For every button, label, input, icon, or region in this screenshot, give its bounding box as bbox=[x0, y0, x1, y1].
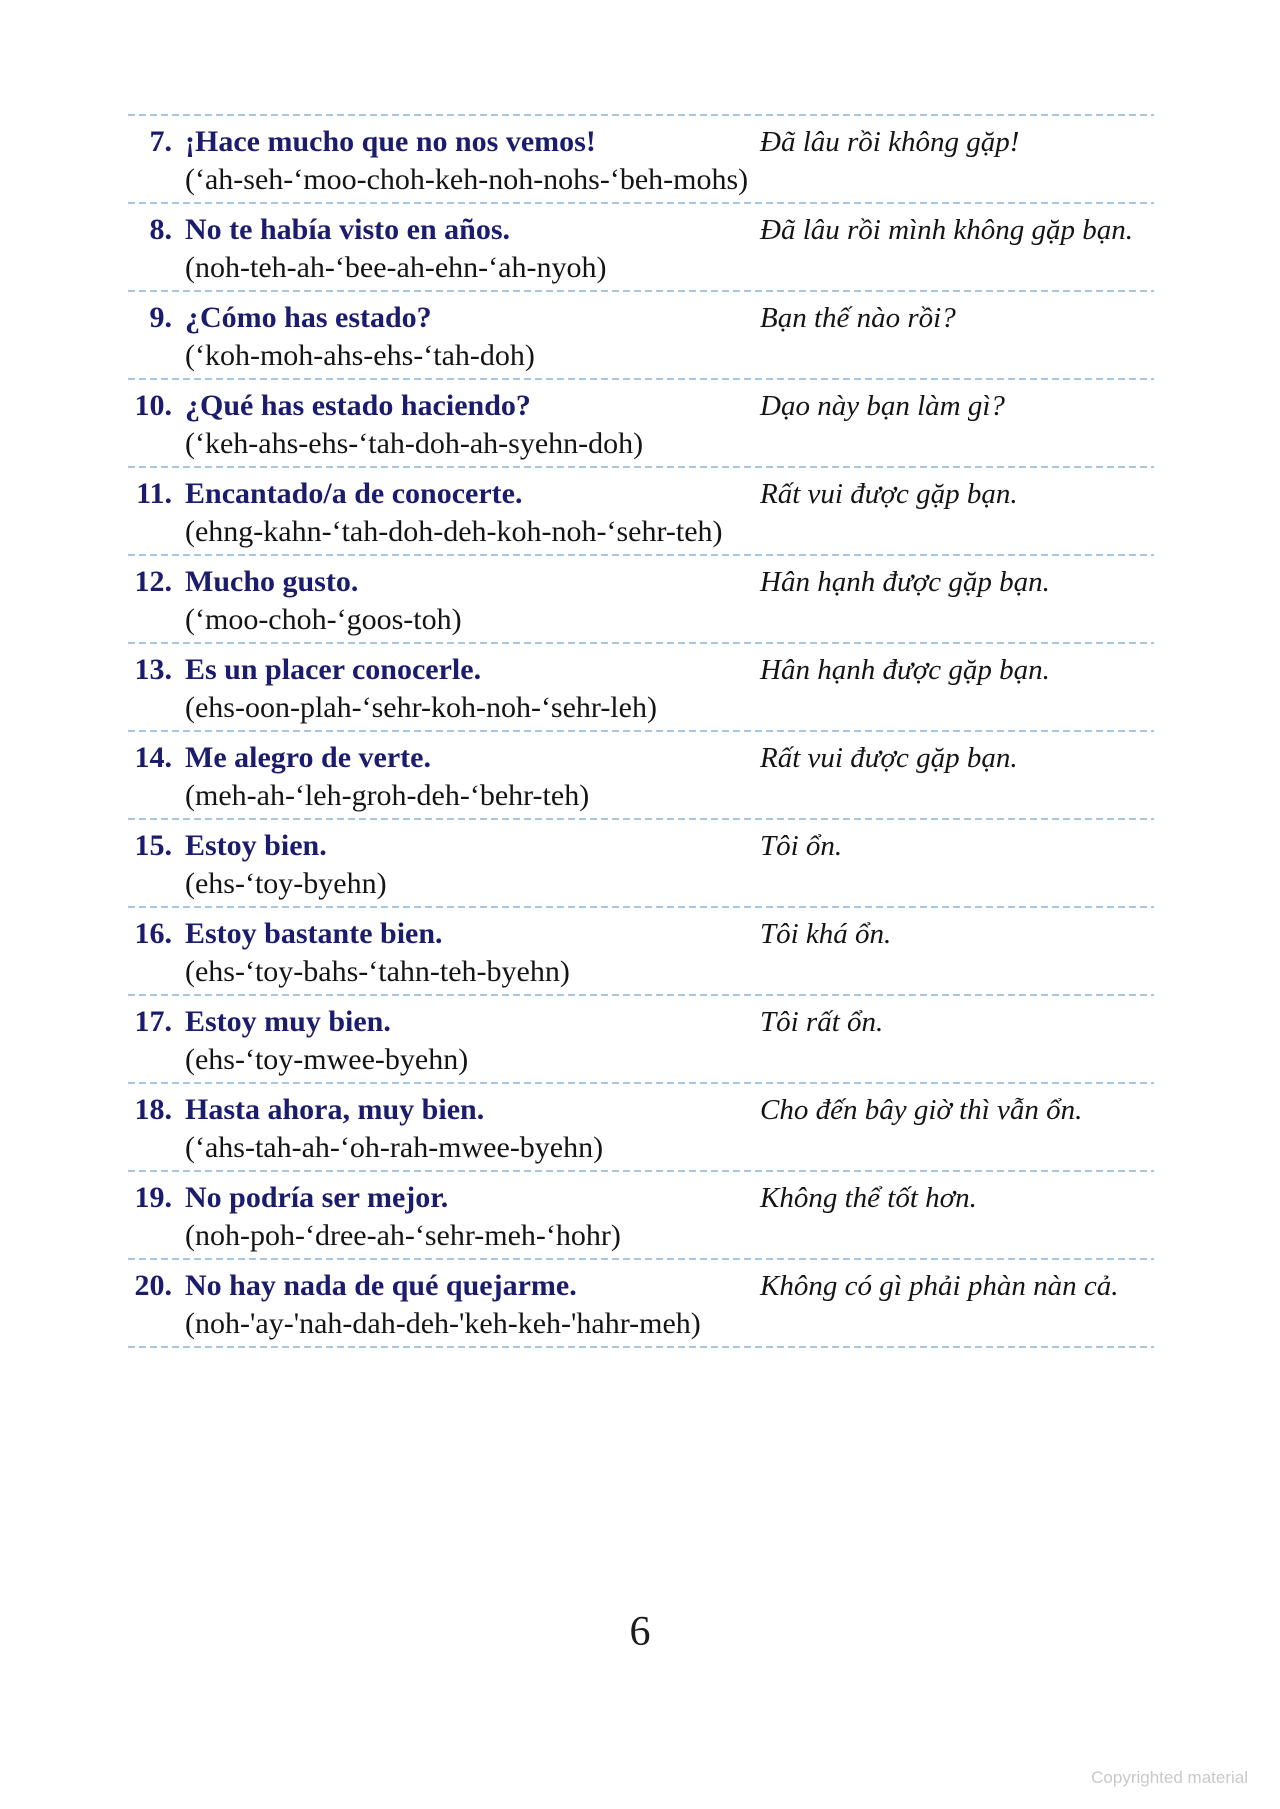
phrase-entry bbox=[128, 1082, 1154, 1170]
phrase-row bbox=[128, 475, 1154, 513]
vietnamese-translation: Tôi khá ổn. bbox=[760, 918, 892, 950]
spanish-phrase: Encantado/a de conocerte. bbox=[185, 477, 523, 510]
spanish-phrase: ¿Cómo has estado? bbox=[185, 301, 432, 334]
spanish-phrase: ¿Qué has estado haciendo? bbox=[185, 389, 531, 422]
pronunciation-guide: (noh-teh-ah-‘bee-ah-ehn-‘ah-nyoh) bbox=[185, 251, 607, 284]
entry-number: 19. bbox=[134, 1181, 172, 1214]
phrase-row bbox=[128, 299, 1154, 337]
vietnamese-translation: Tôi rất ổn. bbox=[760, 1006, 884, 1038]
phrase-row bbox=[128, 211, 1154, 249]
vietnamese-translation: Rất vui được gặp bạn. bbox=[760, 742, 1018, 774]
spanish-phrase: Estoy bien. bbox=[185, 829, 327, 862]
copyright-watermark: Copyrighted material bbox=[1091, 1768, 1248, 1787]
vietnamese-translation: Hân hạnh được gặp bạn. bbox=[760, 566, 1050, 598]
pronunciation-guide: (noh-'ay-'nah-dah-deh-'keh-keh-'hahr-meh) bbox=[185, 1307, 701, 1340]
pronunciation-guide: (‘keh-ahs-ehs-‘tah-doh-ah-syehn-doh) bbox=[185, 427, 644, 460]
phrase-row bbox=[128, 1267, 1154, 1305]
vietnamese-translation: Không có gì phải phàn nàn cả. bbox=[760, 1270, 1119, 1302]
phrase-entry bbox=[128, 290, 1154, 378]
vietnamese-translation: Tôi ổn. bbox=[760, 830, 843, 862]
spanish-phrase: Estoy muy bien. bbox=[185, 1005, 391, 1038]
entry-number: 9. bbox=[149, 301, 172, 334]
vietnamese-translation: Không thể tốt hơn. bbox=[760, 1182, 977, 1214]
phrase-row bbox=[128, 563, 1154, 601]
pronunciation-guide: (ehng-kahn-‘tah-doh-deh-koh-noh-‘sehr-teh) bbox=[185, 515, 723, 548]
phrase-entry bbox=[128, 554, 1154, 642]
pronunciation-guide: (‘moo-choh-‘goos-toh) bbox=[185, 603, 462, 636]
phrase-row bbox=[128, 915, 1154, 953]
phrase-row bbox=[128, 739, 1154, 777]
spanish-phrase: No te había visto en años. bbox=[185, 213, 511, 246]
phrase-entry bbox=[128, 818, 1154, 906]
entry-number: 13. bbox=[134, 653, 172, 686]
pronunciation-guide: (noh-poh-‘dree-ah-‘sehr-meh-‘hohr) bbox=[185, 1219, 621, 1252]
entry-number: 14. bbox=[134, 741, 172, 774]
pronunciation-guide: (ehs-‘toy-mwee-byehn) bbox=[185, 1043, 469, 1076]
vietnamese-translation: Rất vui được gặp bạn. bbox=[760, 478, 1018, 510]
phrase-row bbox=[128, 123, 1154, 161]
entry-number: 12. bbox=[134, 565, 172, 598]
entry-number: 18. bbox=[134, 1093, 172, 1126]
pronunciation-guide: (‘ah-seh-‘moo-choh-keh-noh-nohs-‘beh-mohs) bbox=[185, 163, 749, 196]
phrase-entry bbox=[128, 466, 1154, 554]
entry-number: 15. bbox=[134, 829, 172, 862]
phrase-entry bbox=[128, 114, 1154, 202]
spanish-phrase: No podría ser mejor. bbox=[185, 1181, 449, 1214]
vietnamese-translation: Đã lâu rồi không gặp! bbox=[760, 126, 1020, 158]
pronunciation-guide: (‘koh-moh-ahs-ehs-‘tah-doh) bbox=[185, 339, 535, 372]
vietnamese-translation: Cho đến bây giờ thì vẫn ổn. bbox=[760, 1094, 1083, 1126]
phrase-row bbox=[128, 827, 1154, 865]
page-number: 6 bbox=[629, 1609, 651, 1655]
pronunciation-guide: (ehs-oon-plah-‘sehr-koh-noh-‘sehr-leh) bbox=[185, 691, 657, 724]
pronunciation-guide: (ehs-‘toy-byehn) bbox=[185, 867, 387, 900]
spanish-phrase: Estoy bastante bien. bbox=[185, 917, 443, 950]
spanish-phrase: No hay nada de qué quejarme. bbox=[185, 1269, 577, 1302]
entry-number: 10. bbox=[134, 389, 172, 422]
entry-number: 16. bbox=[134, 917, 172, 950]
phrase-row bbox=[128, 651, 1154, 689]
spanish-phrase: ¡Hace mucho que no nos vemos! bbox=[185, 125, 596, 158]
phrase-row bbox=[128, 1179, 1154, 1217]
phrase-row bbox=[128, 387, 1154, 425]
entry-number: 7. bbox=[149, 125, 172, 158]
pronunciation-guide: (ehs-‘toy-bahs-‘tahn-teh-byehn) bbox=[185, 955, 570, 988]
phrase-entry bbox=[128, 994, 1154, 1082]
vietnamese-translation: Đã lâu rồi mình không gặp bạn. bbox=[760, 214, 1133, 246]
phrase-entry bbox=[128, 1170, 1154, 1258]
phrase-entry bbox=[128, 1258, 1154, 1346]
spanish-phrase: Me alegro de verte. bbox=[185, 741, 431, 774]
vietnamese-translation: Dạo này bạn làm gì? bbox=[760, 390, 1005, 422]
phrase-entry bbox=[128, 642, 1154, 730]
phrase-entry bbox=[128, 906, 1154, 994]
phrase-row bbox=[128, 1003, 1154, 1041]
spanish-phrase: Mucho gusto. bbox=[185, 565, 359, 598]
phrase-entry bbox=[128, 730, 1154, 818]
phrase-row bbox=[128, 1091, 1154, 1129]
entry-number: 20. bbox=[134, 1269, 172, 1302]
vietnamese-translation: Hân hạnh được gặp bạn. bbox=[760, 654, 1050, 686]
pronunciation-guide: (meh-ah-‘leh-groh-deh-‘behr-teh) bbox=[185, 779, 590, 812]
spanish-phrase: Hasta ahora, muy bien. bbox=[185, 1093, 485, 1126]
pronunciation-guide: (‘ahs-tah-ah-‘oh-rah-mwee-byehn) bbox=[185, 1131, 604, 1164]
phrase-entry bbox=[128, 378, 1154, 466]
entry-number: 11. bbox=[136, 477, 172, 510]
vietnamese-translation: Bạn thế nào rồi? bbox=[760, 302, 956, 334]
phrase-entry bbox=[128, 202, 1154, 290]
spanish-phrase: Es un placer conocerle. bbox=[185, 653, 482, 686]
entry-number: 8. bbox=[149, 213, 172, 246]
entry-number: 17. bbox=[134, 1005, 172, 1038]
phrase-list bbox=[128, 114, 1154, 1346]
